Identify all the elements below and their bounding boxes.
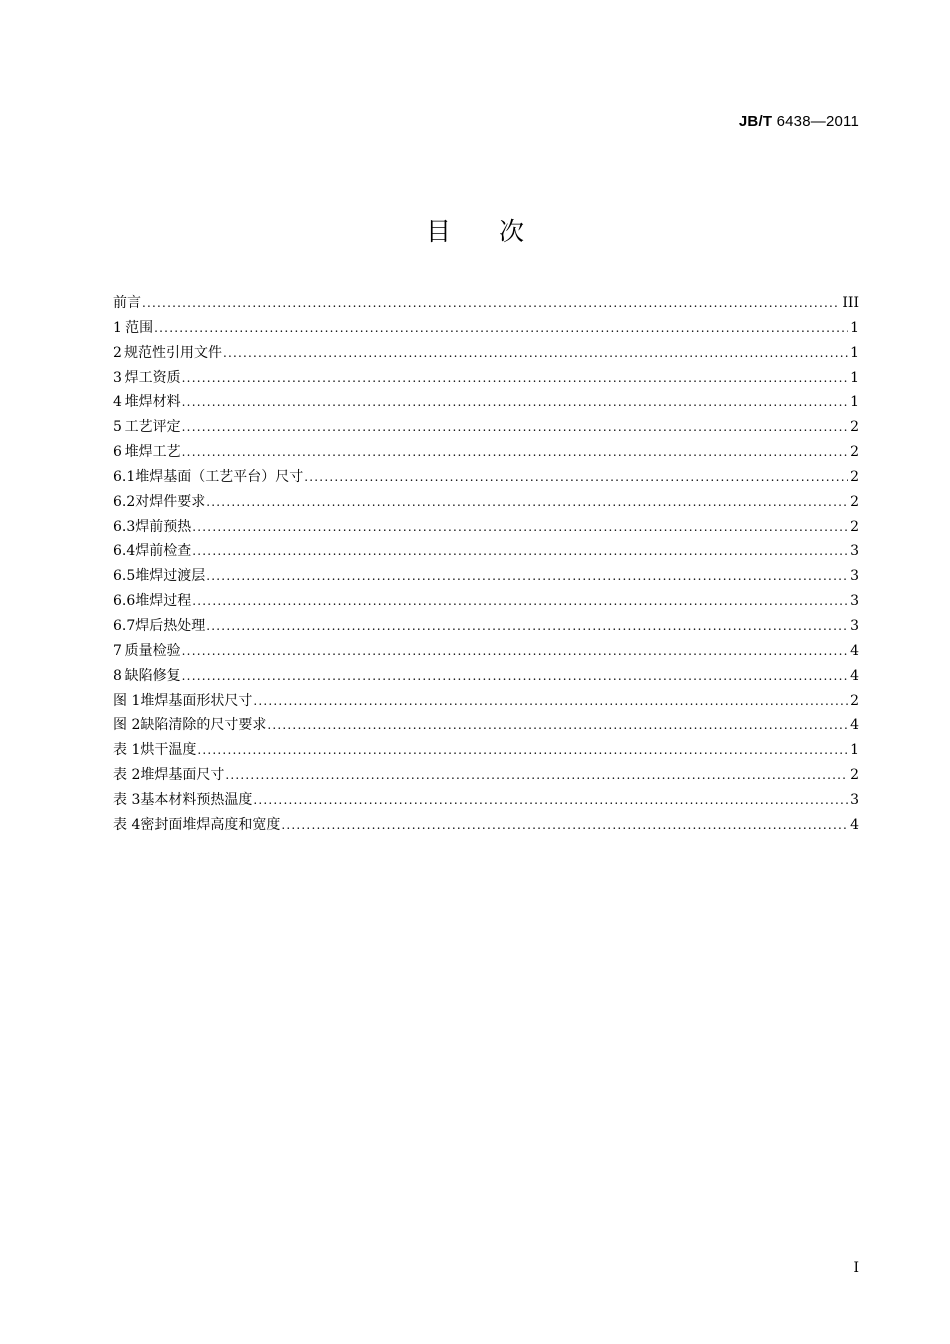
toc-entry[interactable] [113,590,859,615]
toc-entry[interactable] [113,665,859,690]
toc-entry-label: 焊前预热 [135,518,192,535]
dot-leader [281,818,848,832]
standard-prefix: JB/T [738,113,773,130]
toc-entry-page: 3 [850,543,859,560]
toc-entry-label: 焊工资质 [124,369,181,386]
dot-leader [206,495,848,509]
toc-entry-label: 规范性引用文件 [123,344,222,361]
dot-leader [267,718,848,732]
standard-number-header [739,113,859,130]
toc-entry[interactable] [113,615,859,640]
toc-entry[interactable] [113,416,859,441]
toc-entry-number: 6.7 [113,617,136,634]
toc-entry-number: 图 2 [113,717,141,734]
toc-entry-number: 6.6 [113,593,136,610]
toc-entry-page: 3 [850,791,859,808]
toc-entry[interactable] [113,292,859,317]
toc-entry-label: 堆焊过渡层 [135,568,206,585]
dot-leader [142,296,840,310]
toc-entry-number: 4 [113,394,122,411]
dot-leader [182,669,848,683]
toc-entry[interactable] [113,814,859,839]
toc-entry-page: 3 [850,617,859,634]
dot-leader [192,544,848,558]
toc-entry-label: 堆焊基面尺寸 [140,767,225,784]
toc-entry-label: 工艺评定 [124,419,181,436]
toc-entry-label: 堆焊工艺 [124,444,181,461]
toc-entry-page: 1 [850,369,859,386]
toc-entry-number: 7 [113,642,122,659]
toc-entry-page: 2 [850,692,859,709]
toc-entry[interactable] [113,789,859,814]
toc-entry-page: 2 [850,468,859,485]
page-number: I [853,1260,859,1276]
toc-entry-label: 烘干温度 [140,742,197,759]
toc-entry-page: 4 [850,667,859,684]
dot-leader [304,470,848,484]
toc-entry-page: III [842,295,859,311]
toc-entry-number: 5 [113,419,122,436]
toc-entry-page: 2 [850,444,859,461]
toc-entry-label: 质量检验 [124,642,181,659]
dot-leader [253,694,848,708]
dot-leader [182,644,848,658]
toc-entry[interactable] [113,640,859,665]
toc-entry-label: 密封面堆焊高度和宽度 [140,816,281,833]
toc-entry-page: 2 [850,493,859,510]
toc-entry-number: 表 4 [113,816,141,833]
toc-entry-page: 3 [850,593,859,610]
toc-entry-number: 6.4 [113,543,136,560]
toc-entry[interactable] [113,441,859,466]
dot-leader [182,420,848,434]
toc-entry[interactable] [113,317,859,342]
toc-entry[interactable] [113,391,859,416]
toc-entry-number: 表 2 [113,767,141,784]
toc-entry-label: 缺陷修复 [124,667,181,684]
standard-number: 6438—2011 [772,113,859,130]
toc-title: 目次 [425,217,572,246]
toc-entry-number: 6.2 [113,493,136,510]
toc-entry-number: 表 1 [113,742,141,759]
dot-leader [225,768,848,782]
toc-entry[interactable] [113,764,859,789]
toc-entry-number: 表 3 [113,791,141,808]
toc-entry-number: 图 1 [113,692,141,709]
toc-entry-label: 基本材料预热温度 [140,791,253,808]
toc-entry[interactable] [113,367,859,392]
toc-entry-page: 4 [850,717,859,734]
toc-entry[interactable] [113,466,859,491]
toc-entry-number: 6.1 [113,468,136,485]
toc-entry-page: 1 [850,319,859,336]
dot-leader [192,594,848,608]
toc-entry[interactable] [113,540,859,565]
toc-entry-page: 4 [850,642,859,659]
toc-entry-label: 缺陷清除的尺寸要求 [140,717,267,734]
toc-entry-page: 2 [850,767,859,784]
toc-entry-page: 1 [850,742,859,759]
table-of-contents [113,292,859,839]
toc-entry-label: 范围 [125,319,154,336]
toc-entry-page: 1 [850,344,859,361]
dot-leader [253,793,848,807]
toc-entry-page: 4 [850,816,859,833]
dot-leader [192,520,848,534]
toc-entry-page: 3 [850,568,859,585]
toc-entry[interactable] [113,565,859,590]
dot-leader [197,743,848,757]
toc-entry[interactable] [113,690,859,715]
toc-entry-number: 1 [113,319,122,336]
toc-entry-label: 堆焊材料 [124,394,181,411]
toc-entry[interactable] [113,516,859,541]
toc-entry-label: 堆焊基面（工艺平台）尺寸 [135,468,304,485]
dot-leader [206,619,848,633]
toc-entry-label: 焊前检查 [135,543,192,560]
toc-entry-page: 2 [850,518,859,535]
toc-entry-page: 1 [850,394,859,411]
toc-entry-label: 对焊件要求 [135,493,206,510]
toc-entry-page: 2 [850,419,859,436]
dot-leader [182,371,848,385]
toc-entry-number: 8 [113,667,122,684]
dot-leader [154,321,848,335]
toc-entry[interactable] [113,714,859,739]
toc-entry-number: 6 [113,444,122,461]
toc-entry-label: 焊后热处理 [135,617,206,634]
toc-entry[interactable] [113,342,859,367]
toc-entry-label: 前言 [113,295,141,311]
dot-leader [206,569,848,583]
toc-entry[interactable] [113,491,859,516]
toc-entry-number: 3 [113,369,122,386]
toc-entry-label: 堆焊过程 [135,593,192,610]
dot-leader [182,445,848,459]
toc-entry[interactable] [113,739,859,764]
dot-leader [182,395,848,409]
dot-leader [223,346,848,360]
toc-entry-number: 6.3 [113,518,136,535]
toc-entry-number: 6.5 [113,568,136,585]
toc-entry-label: 堆焊基面形状尺寸 [140,692,253,709]
toc-entry-number: 2 [113,344,122,361]
